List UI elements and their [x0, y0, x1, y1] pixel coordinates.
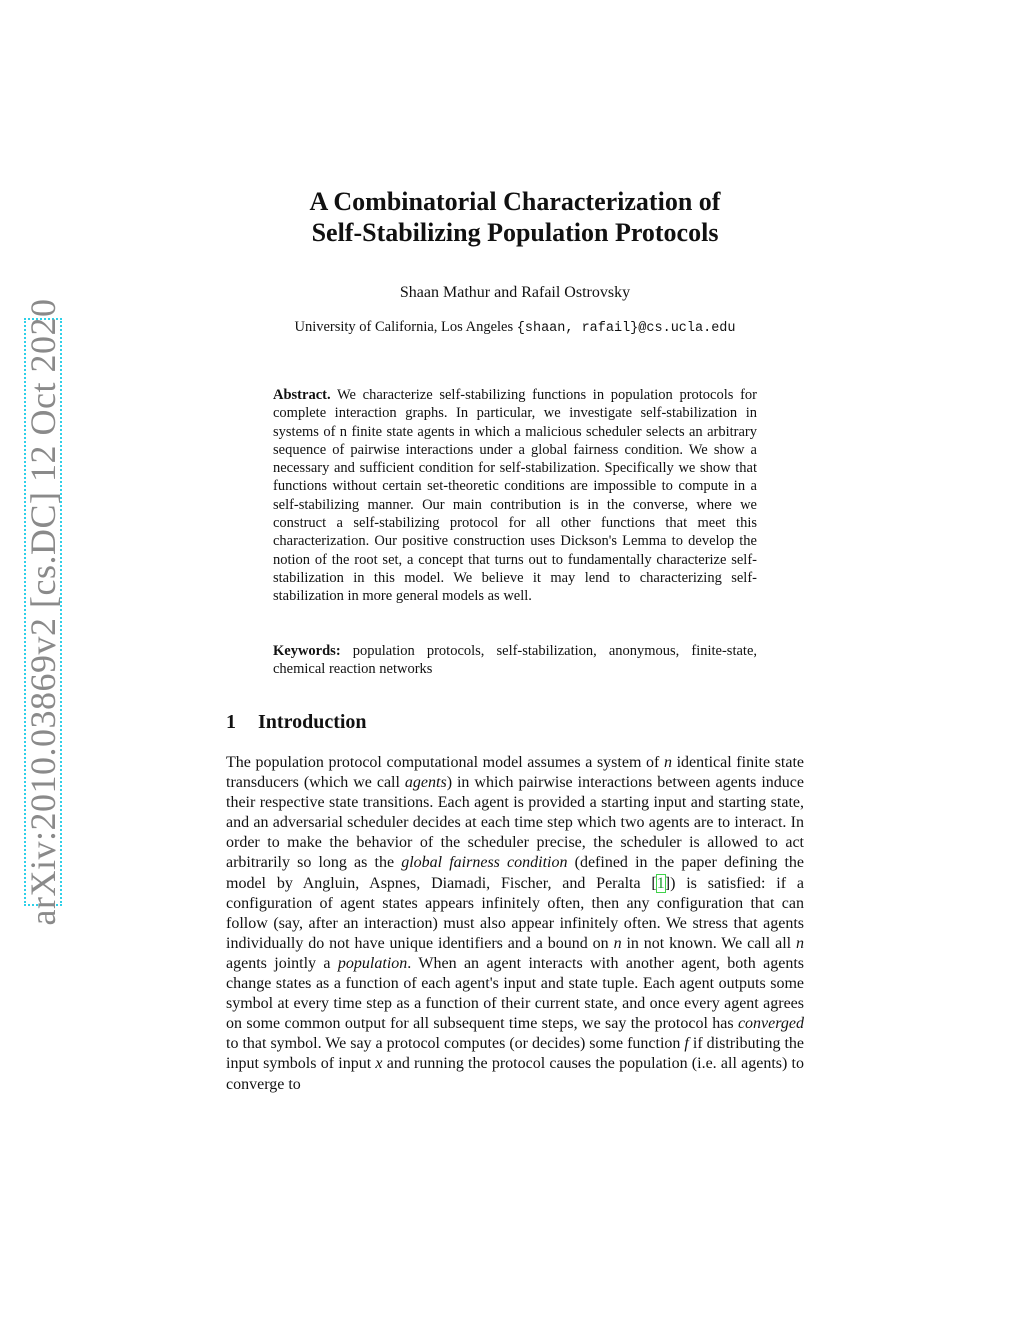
- intro-text-6: in not known. We call all: [621, 934, 796, 952]
- var-n: n: [796, 934, 804, 952]
- intro-text-7: agents jointly a: [226, 954, 338, 972]
- term-population: population: [337, 954, 408, 972]
- affiliation-line: [230, 319, 800, 336]
- abstract-text: We characterize self-stabilizing functions in population protocols for complete interaction graphs. In particular, we investigate self-stabilization in systems of n finite state agents in which a malicious scheduler selects an arbitrary sequence of pairwise interactions under a global fairness condition. We show a necessary and sufficient condition for self-stabilization. Specifically we show that functions without certain set-theoretic conditions are impossible to compute in a self-stabilizing manner. Our main contribution is in the converse, where we construct a self-stabilizing protocol for all other functions that meet this characterization. Our positive construction uses Dickson's Lemma to develop the notion of the root set, a concept that turns out to fundamentally characterize self-stabilization in this model. We believe it may lend to characterizing self-stabilization in more general models as well.: [273, 387, 757, 605]
- arxiv-stamp: [23, 298, 63, 926]
- arxiv-stamp-text: arXiv:2010.03869v2 [cs.DC] 12 Oct 2020: [23, 298, 63, 926]
- var-x: x: [375, 1055, 383, 1073]
- term-agents: agents: [404, 774, 447, 792]
- authors: Shaan Mathur and Rafail Ostrovsky: [399, 284, 631, 301]
- intro-text-8: . When an agent interacts with another agent, both agents change states as a function of each agent's input and state tuple. Each agent outputs some symbol at every time step as a function of their current state, and once every agent agrees on some common output for all subsequent time steps, we say the protocol has: [226, 954, 804, 1033]
- intro-text-11: and running the protocol causes the population (i.e. all agents) to converge to: [226, 1055, 805, 1093]
- intro-text-1: The population protocol computational model assumes a system of: [226, 754, 664, 771]
- intro-text-3: ) in which pairwise interactions between agents induce their respective state transitions. Each agent is provided a starting input and starting state, and an adversarial scheduler decides at each time step which two agents are to interact. In order to make the behavior of the scheduler precise, the scheduler is allowed to act arbitrarily so long as the: [226, 774, 804, 872]
- intro-paragraph: [226, 753, 804, 1095]
- term-global-fairness-condition: global fairness condition: [401, 854, 568, 872]
- citation-link[interactable]: 1: [656, 874, 665, 892]
- intro-text-9: to that symbol. We say a protocol computes (or decides) some function: [226, 1035, 685, 1053]
- intro-text-10: if distributing the input symbols of input: [226, 1035, 805, 1073]
- var-f: f: [684, 1035, 689, 1053]
- keywords: [273, 642, 757, 679]
- term-converged: converged: [737, 1015, 804, 1033]
- var-n: n: [613, 934, 622, 952]
- affiliation: University of California, Los Angeles: [294, 319, 514, 335]
- keywords-label: Keywords:: [273, 643, 341, 659]
- title-line-1: A Combinatorial Characterization of: [309, 187, 721, 216]
- intro-text-5: ]) is satisfied: if a configuration of agent states appears infinitely often, then any configuration that can follow (say, after an interaction) must also appear infinitely often. We stress that agents individually do not have unique identifiers and a bound on: [226, 874, 804, 952]
- intro-text-2: identical finite state transducers (which we call: [226, 754, 805, 792]
- section-number: 1: [226, 711, 236, 733]
- section-title: Introduction: [258, 711, 367, 733]
- paper-title: [230, 186, 800, 248]
- var-n: n: [663, 754, 672, 771]
- keywords-text: population protocols, self-stabilization, anonymous, finite-state, chemical reaction networks: [273, 643, 758, 678]
- abstract: [273, 386, 757, 606]
- intro-text-4: (defined in the paper defining the model by Angluin, Aspnes, Diamadi, Fischer, and Peralta [: [226, 854, 805, 892]
- email: {shaan, rafail}@cs.ucla.edu: [516, 321, 736, 336]
- section-heading: [226, 711, 367, 734]
- abstract-label: Abstract.: [273, 387, 331, 403]
- title-line-2: Self-Stabilizing Population Protocols: [311, 218, 719, 247]
